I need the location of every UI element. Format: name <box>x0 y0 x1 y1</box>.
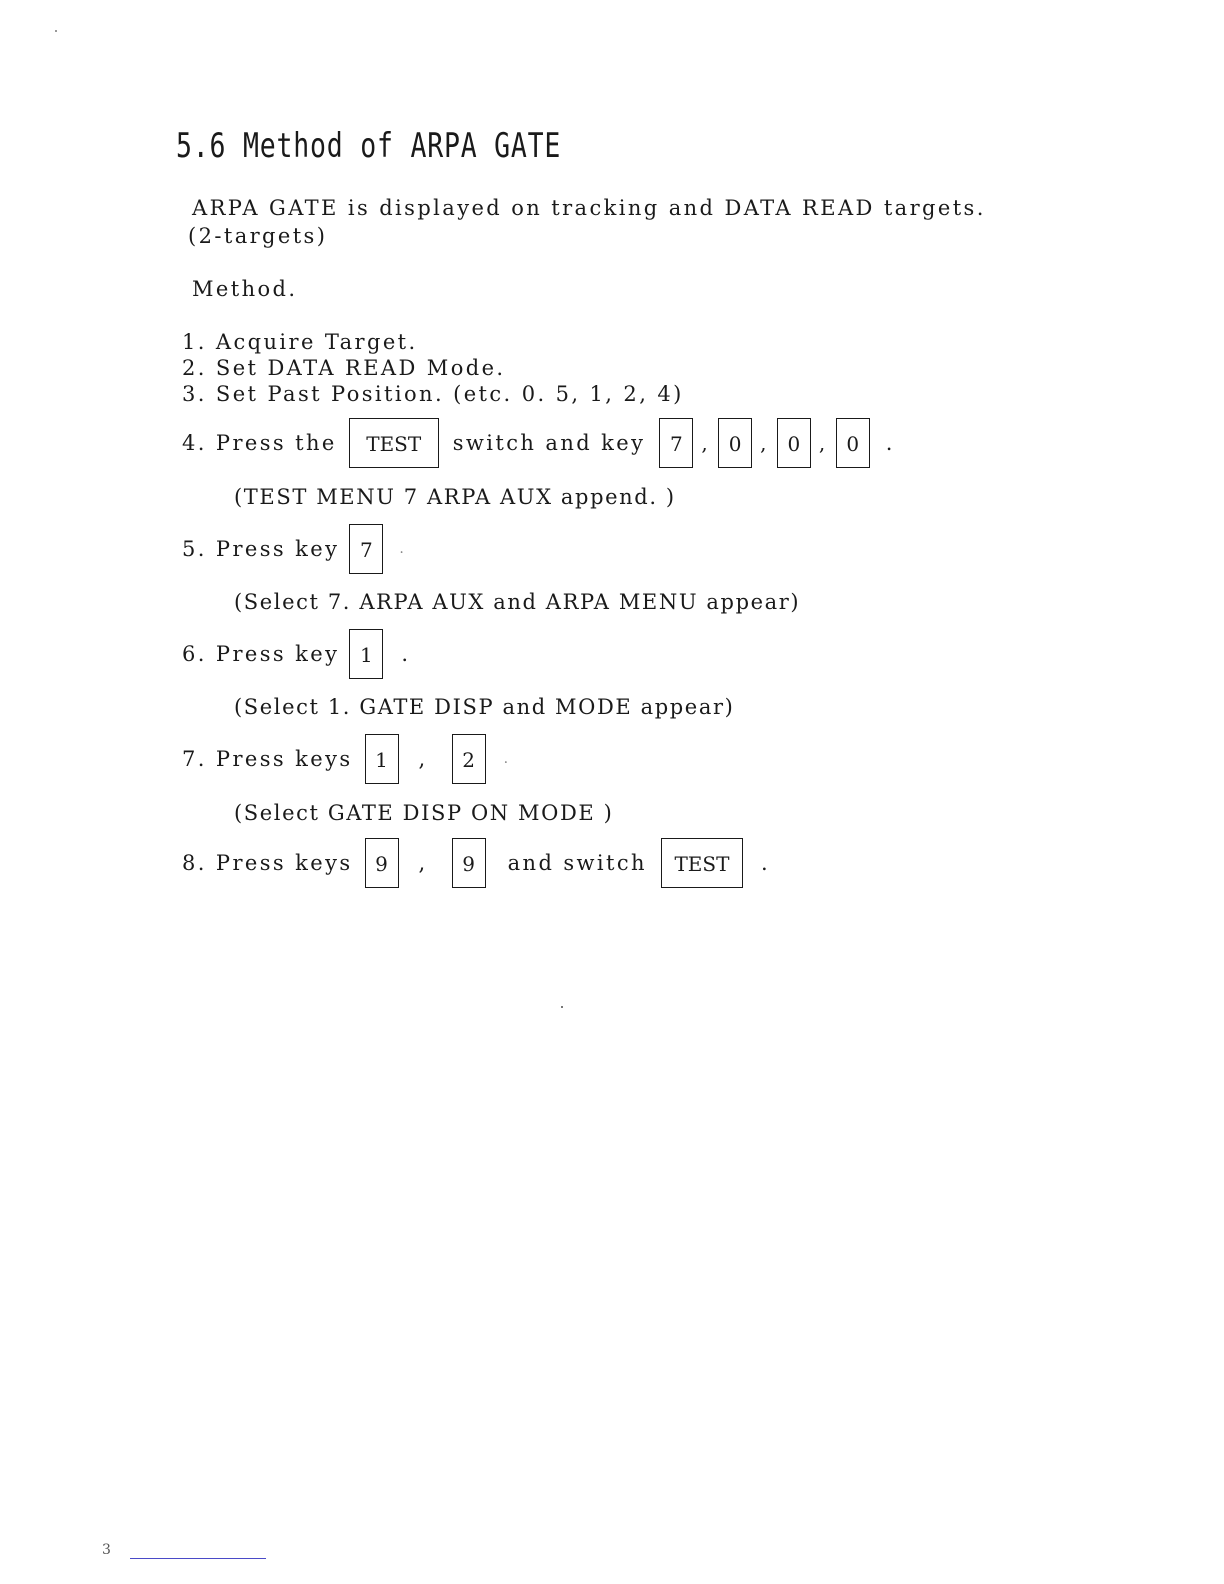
section-title: 5.6 Method of ARPA GATE <box>176 126 562 166</box>
step-4-middle: switch and key <box>452 431 646 455</box>
comma-sep: , <box>418 747 428 771</box>
step-7-note: (Select GATE DISP ON MODE ) <box>234 801 614 825</box>
key-box-0: 0 <box>718 418 752 468</box>
step-8 <box>182 838 770 888</box>
step-4 <box>182 418 895 468</box>
step-6 <box>182 629 410 679</box>
step-2: 2. Set DATA READ Mode. <box>182 356 506 380</box>
step-8-end: . <box>760 851 771 875</box>
key-box-1: 1 <box>349 629 383 679</box>
test-key-box: TEST <box>661 838 743 888</box>
step-7-end: . <box>503 751 511 767</box>
key-box-7: 7 <box>349 524 383 574</box>
step-5-note: (Select 7. ARPA AUX and ARPA MENU appear) <box>234 590 801 614</box>
scan-speck <box>55 30 57 32</box>
intro-line-2: (2-targets) <box>188 224 328 248</box>
intro-line-1: ARPA GATE is displayed on tracking and DATA READ targets. <box>192 196 986 220</box>
key-box-2: 2 <box>452 734 486 784</box>
step-5-end: . <box>399 541 407 557</box>
step-4-end: . <box>885 431 895 455</box>
step-6-note: (Select 1. GATE DISP and MODE appear) <box>234 695 735 719</box>
comma-sep: , <box>418 851 428 875</box>
step-5-prefix: 5. Press key <box>182 537 340 561</box>
footer-rule <box>130 1558 266 1559</box>
step-3: 3. Set Past Position. (etc. 0. 5, 1, 2, 4) <box>182 382 684 406</box>
step-8-prefix: 8. Press keys <box>182 851 353 875</box>
step-1: 1. Acquire Target. <box>182 330 418 354</box>
comma-sep: , <box>701 431 711 455</box>
step-4-note: (TEST MENU 7 ARPA AUX append. ) <box>234 485 676 509</box>
method-label: Method. <box>192 277 298 301</box>
scan-dot <box>561 1006 563 1008</box>
step-6-end: . <box>401 642 411 666</box>
footer-page-mark: 3 <box>102 1542 111 1558</box>
key-box-0: 0 <box>777 418 811 468</box>
step-6-prefix: 6. Press key <box>182 642 340 666</box>
key-box-0: 0 <box>836 418 870 468</box>
key-box-9: 9 <box>452 838 486 888</box>
step-7 <box>182 734 510 784</box>
comma-sep: , <box>818 431 828 455</box>
key-box-9: 9 <box>365 838 399 888</box>
step-4-prefix: 4. Press the <box>182 431 337 455</box>
step-8-middle: and switch <box>507 851 647 875</box>
step-5 <box>182 524 406 574</box>
key-box-7: 7 <box>659 418 693 468</box>
key-box-1: 1 <box>365 734 399 784</box>
step-7-prefix: 7. Press keys <box>182 747 353 771</box>
comma-sep: , <box>760 431 769 455</box>
test-key-box: TEST <box>349 418 439 468</box>
